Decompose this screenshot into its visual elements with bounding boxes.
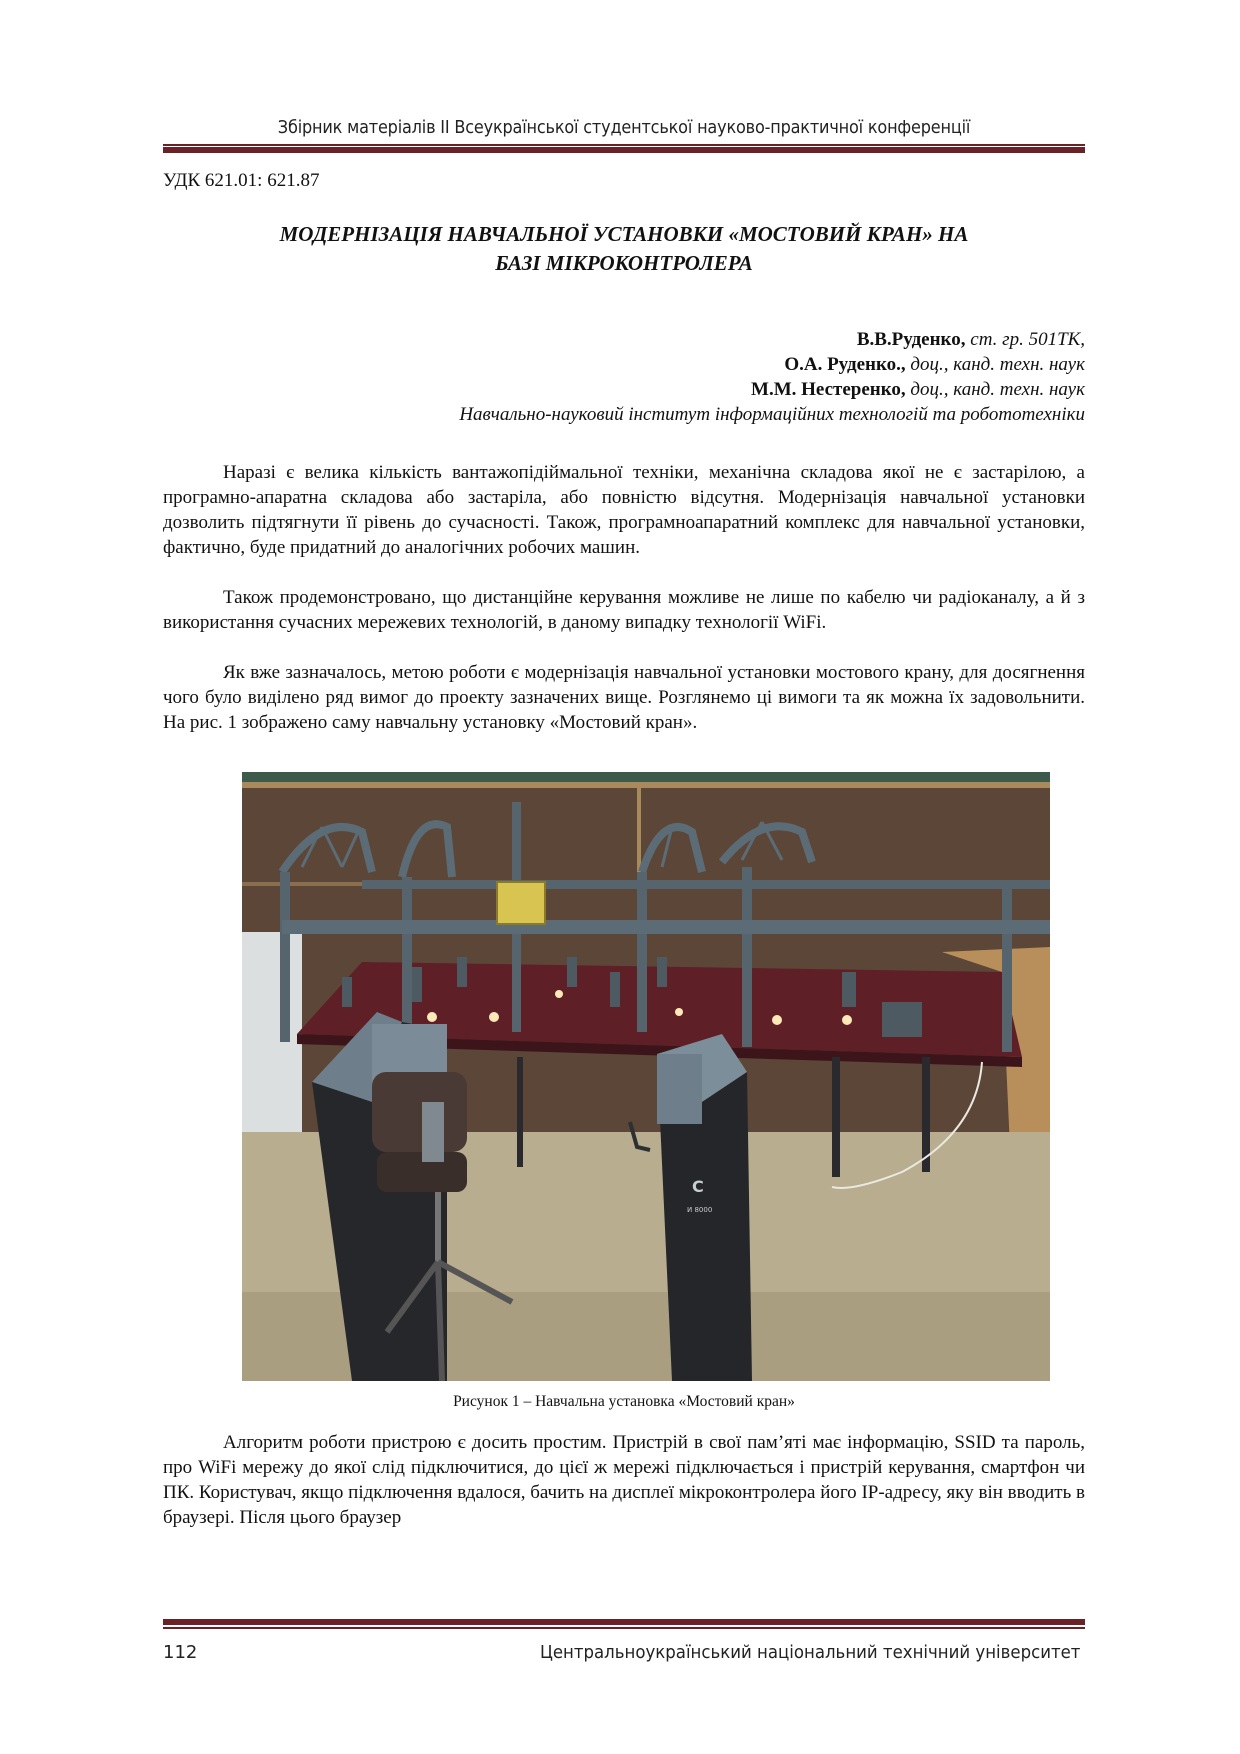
title-line-2: БАЗІ МІКРОКОНТРОЛЕРА xyxy=(495,251,753,275)
article-title xyxy=(163,220,1085,278)
institution: Навчально-науковий інститут інформаційних технологій та робототехніки xyxy=(459,404,1085,425)
author-block xyxy=(459,327,1085,427)
header-rule-thick xyxy=(163,147,1085,153)
title-line-1: МОДЕРНІЗАЦІЯ НАВЧАЛЬНОЇ УСТАНОВКИ «МОСТОВИЙ КРАН» НА xyxy=(279,222,969,246)
body-paragraph-3: Як вже зазначалось, метою роботи є модернізація навчальної установки мостового крану, для досягнення чого було виділено ряд вимог до проекту зазначених вище. Розглянемо ці вимоги та як можна їх задовольнити. На рис. 1 зображено саму навчальну установку «Мостовий кран». xyxy=(163,662,1085,733)
svg-text:C: C xyxy=(692,1177,704,1196)
running-head: Збірник матеріалів II Всеукраїнської студентської науково-практичної конференції xyxy=(277,118,971,138)
author-role: доц., канд. техн. наук xyxy=(905,379,1085,400)
author-name: В.В.Руденко, xyxy=(856,329,966,350)
footer-rule-thick xyxy=(163,1619,1085,1625)
author-line xyxy=(459,377,1085,402)
author-name: О.А. Руденко., xyxy=(784,354,906,375)
author-line xyxy=(459,327,1085,352)
svg-text:И 8000: И 8000 xyxy=(687,1206,713,1214)
footer-rule-thin xyxy=(163,1627,1085,1629)
figure-caption: Рисунок 1 – Навчальна установка «Мостовий кран» xyxy=(453,1393,795,1410)
footer-organization: Центральноукраїнський національний технічний університет xyxy=(539,1642,1080,1663)
header-rule-thin xyxy=(163,144,1085,146)
crane-setup-illustration xyxy=(242,772,1050,1381)
figure-photo-bridge-crane xyxy=(242,772,1050,1381)
author-line xyxy=(459,352,1085,377)
body-paragraph-2: Також продемонстровано, що дистанційне керування можливе не лише по кабелю чи радіоканалу, а й з використання сучасних мережевих технологій, в даному випадку технології WiFi. xyxy=(163,587,1085,633)
body-paragraph-1: Наразі є велика кількість вантажопідіймальної техніки, механічна складова якої не є застарілою, а програмно-апаратна складова або застаріла, або повністю відсутня. Модернізація навчальної установки дозволить підтягнути її рівень до сучасності. Також, програмноапаратний комплекс для навчальної установки, фактично, буде придатний до аналогічних робочих машин. xyxy=(163,462,1085,558)
author-role: доц., канд. техн. наук xyxy=(905,354,1085,375)
author-role: ст. гр. 501ТК, xyxy=(965,329,1085,350)
udc-code: УДК 621.01: 621.87 xyxy=(163,170,320,191)
page-number: 112 xyxy=(163,1642,198,1663)
body-paragraph-4: Алгоритм роботи пристрою є досить простим. Пристрій в свої пам’яті має інформацію, SSID та пароль, про WiFi мережу до якої слід підключитися, до цієї ж мережі підключається і пристрій керування, смартфон чи ПК. Користувач, якщо підключення вдалося, бачить на дисплеї мікроконтролера його IP-адресу, яку він вводить в браузері. Після цього браузер xyxy=(163,1432,1085,1528)
author-name: М.М. Нестеренко, xyxy=(751,379,906,400)
